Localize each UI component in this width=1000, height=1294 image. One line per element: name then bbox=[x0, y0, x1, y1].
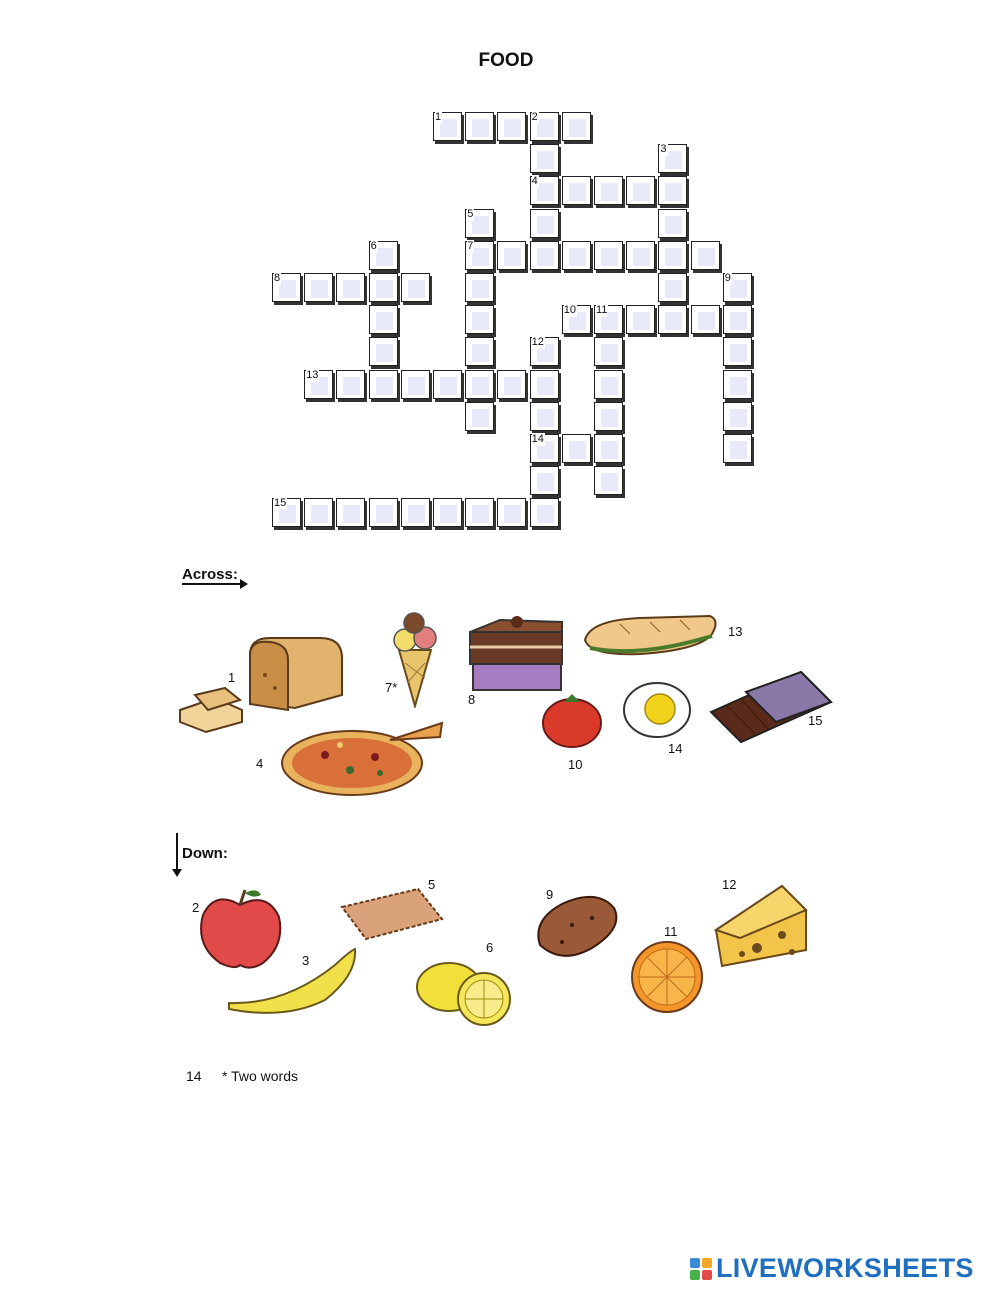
clue-label-1: 1 bbox=[228, 670, 236, 685]
clue-number: 13 bbox=[306, 368, 319, 381]
crossword-letter-input[interactable] bbox=[440, 505, 457, 523]
crossword-cell bbox=[465, 209, 494, 238]
crossword-letter-input[interactable] bbox=[376, 248, 393, 266]
crossword-cell bbox=[691, 241, 720, 270]
note-number: 14 bbox=[186, 1068, 202, 1084]
crossword-cell bbox=[369, 337, 398, 366]
crossword-cell bbox=[465, 241, 494, 270]
crossword-letter-input[interactable] bbox=[537, 377, 554, 395]
clue-label-14: 14 bbox=[668, 741, 683, 756]
clue-number: 11 bbox=[596, 304, 608, 317]
crossword-cell bbox=[530, 112, 559, 141]
clue-number: 2 bbox=[531, 111, 538, 123]
crossword-letter-input[interactable] bbox=[408, 377, 425, 395]
crossword-cell bbox=[626, 305, 655, 334]
crossword-letter-input[interactable] bbox=[504, 505, 521, 523]
crossword-cell bbox=[658, 209, 687, 238]
crossword-cell bbox=[497, 241, 526, 270]
clue-label-11: 11 bbox=[664, 924, 678, 939]
clue-number: 7 bbox=[467, 239, 474, 252]
down-arrow-icon bbox=[176, 833, 178, 873]
crossword-letter-input[interactable] bbox=[698, 248, 715, 266]
crossword-cell bbox=[530, 337, 559, 366]
crossword-cell bbox=[723, 402, 752, 431]
crossword-letter-input[interactable] bbox=[376, 312, 393, 330]
crossword-letter-input[interactable] bbox=[633, 312, 650, 330]
clue-label-2: 2 bbox=[192, 900, 200, 915]
crossword-letter-input[interactable] bbox=[698, 312, 715, 330]
crossword-letter-input[interactable] bbox=[376, 505, 393, 523]
clue-number: 1 bbox=[435, 111, 442, 123]
crossword-letter-input[interactable] bbox=[601, 344, 618, 362]
crossword-cell bbox=[594, 241, 623, 270]
clue-number: 12 bbox=[531, 336, 544, 349]
crossword-cell bbox=[304, 370, 333, 399]
crossword-cell bbox=[465, 273, 494, 302]
crossword-cell bbox=[401, 273, 430, 302]
crossword-cell bbox=[530, 176, 559, 205]
brand-icon bbox=[690, 1258, 712, 1280]
clue-number: 5 bbox=[467, 207, 474, 220]
crossword-letter-input[interactable] bbox=[440, 119, 457, 137]
crossword-cell bbox=[369, 498, 398, 527]
crossword-cell bbox=[658, 305, 687, 334]
crossword-letter-input[interactable] bbox=[569, 119, 586, 137]
clue-number: 8 bbox=[274, 272, 281, 284]
crossword-letter-input[interactable] bbox=[665, 183, 682, 201]
crossword-cell bbox=[594, 466, 623, 495]
sandwich-icon bbox=[580, 610, 720, 665]
crossword-cell bbox=[465, 337, 494, 366]
lemon-icon bbox=[414, 955, 524, 1030]
crossword-letter-input[interactable] bbox=[730, 280, 747, 298]
crossword-letter-input[interactable] bbox=[504, 377, 521, 395]
crossword-cell bbox=[433, 498, 462, 527]
clue-label-7: 7* bbox=[385, 680, 398, 695]
crossword-cell bbox=[369, 273, 398, 302]
note-text: * Two words bbox=[222, 1068, 298, 1084]
page-title: FOOD bbox=[478, 50, 534, 71]
egg-icon bbox=[620, 680, 695, 740]
crossword-letter-input[interactable] bbox=[376, 280, 393, 298]
crossword-cell bbox=[433, 370, 462, 399]
crossword-letter-input[interactable] bbox=[730, 409, 747, 427]
crossword-letter-input[interactable] bbox=[472, 505, 489, 523]
crossword-cell bbox=[594, 370, 623, 399]
crossword-letter-input[interactable] bbox=[537, 183, 554, 201]
crossword-cell bbox=[530, 466, 559, 495]
crossword-cell bbox=[272, 498, 301, 527]
crossword-cell bbox=[594, 337, 623, 366]
crossword-cell bbox=[594, 402, 623, 431]
crossword-letter-input[interactable] bbox=[472, 377, 489, 395]
crossword-letter-input[interactable] bbox=[311, 280, 328, 298]
crossword-letter-input[interactable] bbox=[601, 248, 618, 266]
crossword-cell bbox=[530, 498, 559, 527]
clue-label-12: 12 bbox=[722, 877, 737, 892]
crossword-cell bbox=[401, 370, 430, 399]
crossword-letter-input[interactable] bbox=[569, 248, 586, 266]
crossword-cell bbox=[691, 305, 720, 334]
crossword-cell bbox=[562, 176, 591, 205]
clue-label-4: 4 bbox=[256, 756, 264, 771]
crossword-letter-input[interactable] bbox=[311, 505, 328, 523]
crossword-letter-input[interactable] bbox=[601, 377, 618, 395]
crossword-letter-input[interactable] bbox=[537, 151, 554, 169]
crossword-cell bbox=[465, 370, 494, 399]
clue-label-13: 13 bbox=[728, 624, 743, 639]
crossword-letter-input[interactable] bbox=[601, 441, 618, 459]
clue-label-10: 10 bbox=[568, 757, 583, 772]
chocolate-icon bbox=[706, 667, 836, 747]
crossword-cell bbox=[530, 241, 559, 270]
crossword-letter-input[interactable] bbox=[472, 312, 489, 330]
crossword-letter-input[interactable] bbox=[569, 183, 586, 201]
cheese-icon bbox=[712, 880, 812, 970]
brand-text: LIVEWORKSHEETS bbox=[716, 1253, 974, 1283]
crossword-cell bbox=[562, 112, 591, 141]
crossword-letter-input[interactable] bbox=[472, 409, 489, 427]
crossword-cell bbox=[530, 402, 559, 431]
crossword-cell bbox=[594, 434, 623, 463]
clue-number: 15 bbox=[274, 497, 287, 510]
crossword-cell bbox=[723, 305, 752, 334]
crossword-letter-input[interactable] bbox=[376, 344, 393, 362]
crossword-letter-input[interactable] bbox=[665, 248, 682, 266]
crossword-cell bbox=[530, 370, 559, 399]
crossword-letter-input[interactable] bbox=[343, 377, 360, 395]
crossword-letter-input[interactable] bbox=[408, 280, 425, 298]
right-arrow-icon bbox=[182, 583, 244, 585]
crossword-cell bbox=[530, 144, 559, 173]
crossword-cell bbox=[723, 337, 752, 366]
crossword-letter-input[interactable] bbox=[408, 505, 425, 523]
crossword-cell bbox=[465, 112, 494, 141]
crossword-cell bbox=[497, 112, 526, 141]
crossword-letter-input[interactable] bbox=[537, 409, 554, 427]
crossword-letter-input[interactable] bbox=[601, 409, 618, 427]
clue-label-3: 3 bbox=[302, 953, 310, 968]
crossword-letter-input[interactable] bbox=[343, 505, 360, 523]
crossword-cell bbox=[401, 498, 430, 527]
crossword-letter-input[interactable] bbox=[730, 312, 747, 330]
crossword-cell bbox=[497, 498, 526, 527]
crossword-letter-input[interactable] bbox=[665, 151, 682, 169]
crossword-letter-input[interactable] bbox=[537, 248, 554, 266]
crossword-letter-input[interactable] bbox=[569, 441, 586, 459]
crossword-cell bbox=[658, 273, 687, 302]
biscuit-icon bbox=[338, 885, 446, 945]
orange-icon bbox=[628, 940, 708, 1015]
crossword-letter-input[interactable] bbox=[537, 119, 554, 137]
clue-number: 14 bbox=[531, 433, 544, 445]
crossword-cell bbox=[530, 434, 559, 463]
crossword-cell bbox=[369, 370, 398, 399]
crossword-cell bbox=[336, 370, 365, 399]
crossword-letter-input[interactable] bbox=[537, 505, 554, 523]
crossword-letter-input[interactable] bbox=[440, 377, 457, 395]
crossword-cell bbox=[465, 402, 494, 431]
crossword-cell bbox=[497, 370, 526, 399]
crossword-letter-input[interactable] bbox=[472, 280, 489, 298]
crossword-grid bbox=[0, 0, 1000, 560]
crossword-cell bbox=[723, 370, 752, 399]
crossword-letter-input[interactable] bbox=[504, 248, 521, 266]
clue-number: 4 bbox=[531, 175, 538, 188]
crossword-letter-input[interactable] bbox=[730, 344, 747, 362]
crossword-cell bbox=[369, 241, 398, 270]
across-heading: Across: bbox=[182, 566, 238, 583]
crossword-letter-input[interactable] bbox=[730, 377, 747, 395]
crossword-letter-input[interactable] bbox=[279, 280, 296, 298]
clue-number: 6 bbox=[370, 239, 377, 252]
crossword-letter-input[interactable] bbox=[504, 119, 521, 137]
crossword-cell bbox=[465, 305, 494, 334]
down-heading: Down: bbox=[182, 845, 228, 862]
banana-icon bbox=[225, 945, 360, 1020]
crossword-cell bbox=[369, 305, 398, 334]
brand-logo bbox=[690, 1253, 974, 1284]
crossword-letter-input[interactable] bbox=[730, 441, 747, 459]
crossword-cell bbox=[723, 434, 752, 463]
crossword-cell bbox=[658, 144, 687, 173]
crossword-letter-input[interactable] bbox=[537, 216, 554, 234]
crossword-cell bbox=[594, 176, 623, 205]
crossword-cell bbox=[562, 305, 591, 334]
crossword-cell bbox=[594, 305, 623, 334]
clue-number: 3 bbox=[660, 143, 667, 156]
crossword-cell bbox=[304, 273, 333, 302]
crossword-letter-input[interactable] bbox=[472, 248, 489, 266]
crossword-cell bbox=[304, 498, 333, 527]
pizza-icon bbox=[280, 715, 450, 800]
crossword-cell bbox=[658, 241, 687, 270]
crossword-letter-input[interactable] bbox=[376, 377, 393, 395]
clue-number: 9 bbox=[724, 272, 731, 284]
crossword-letter-input[interactable] bbox=[665, 280, 682, 298]
clue-label-5: 5 bbox=[428, 877, 436, 892]
crossword-letter-input[interactable] bbox=[601, 473, 618, 491]
clue-label-6: 6 bbox=[486, 940, 494, 955]
crossword-letter-input[interactable] bbox=[665, 216, 682, 234]
crossword-cell bbox=[723, 273, 752, 302]
crossword-cell bbox=[626, 241, 655, 270]
crossword-letter-input[interactable] bbox=[601, 183, 618, 201]
crossword-letter-input[interactable] bbox=[343, 280, 360, 298]
crossword-letter-input[interactable] bbox=[472, 119, 489, 137]
clue-label-9: 9 bbox=[546, 887, 554, 902]
crossword-cell bbox=[272, 273, 301, 302]
crossword-cell bbox=[336, 273, 365, 302]
crossword-cell bbox=[658, 176, 687, 205]
crossword-cell bbox=[530, 209, 559, 238]
crossword-letter-input[interactable] bbox=[665, 312, 682, 330]
crossword-letter-input[interactable] bbox=[472, 344, 489, 362]
tomato-icon bbox=[540, 690, 605, 750]
crossword-cell bbox=[626, 176, 655, 205]
crossword-cell bbox=[562, 434, 591, 463]
cake-icon bbox=[465, 612, 570, 697]
crossword-letter-input[interactable] bbox=[537, 473, 554, 491]
crossword-letter-input[interactable] bbox=[633, 183, 650, 201]
clue-label-15: 15 bbox=[808, 713, 823, 728]
crossword-cell bbox=[465, 498, 494, 527]
crossword-letter-input[interactable] bbox=[472, 216, 489, 234]
crossword-cell bbox=[336, 498, 365, 527]
crossword-cell bbox=[562, 241, 591, 270]
clue-label-8: 8 bbox=[468, 692, 476, 707]
crossword-cell bbox=[433, 112, 462, 141]
clue-number: 10 bbox=[563, 304, 577, 317]
crossword-letter-input[interactable] bbox=[633, 248, 650, 266]
